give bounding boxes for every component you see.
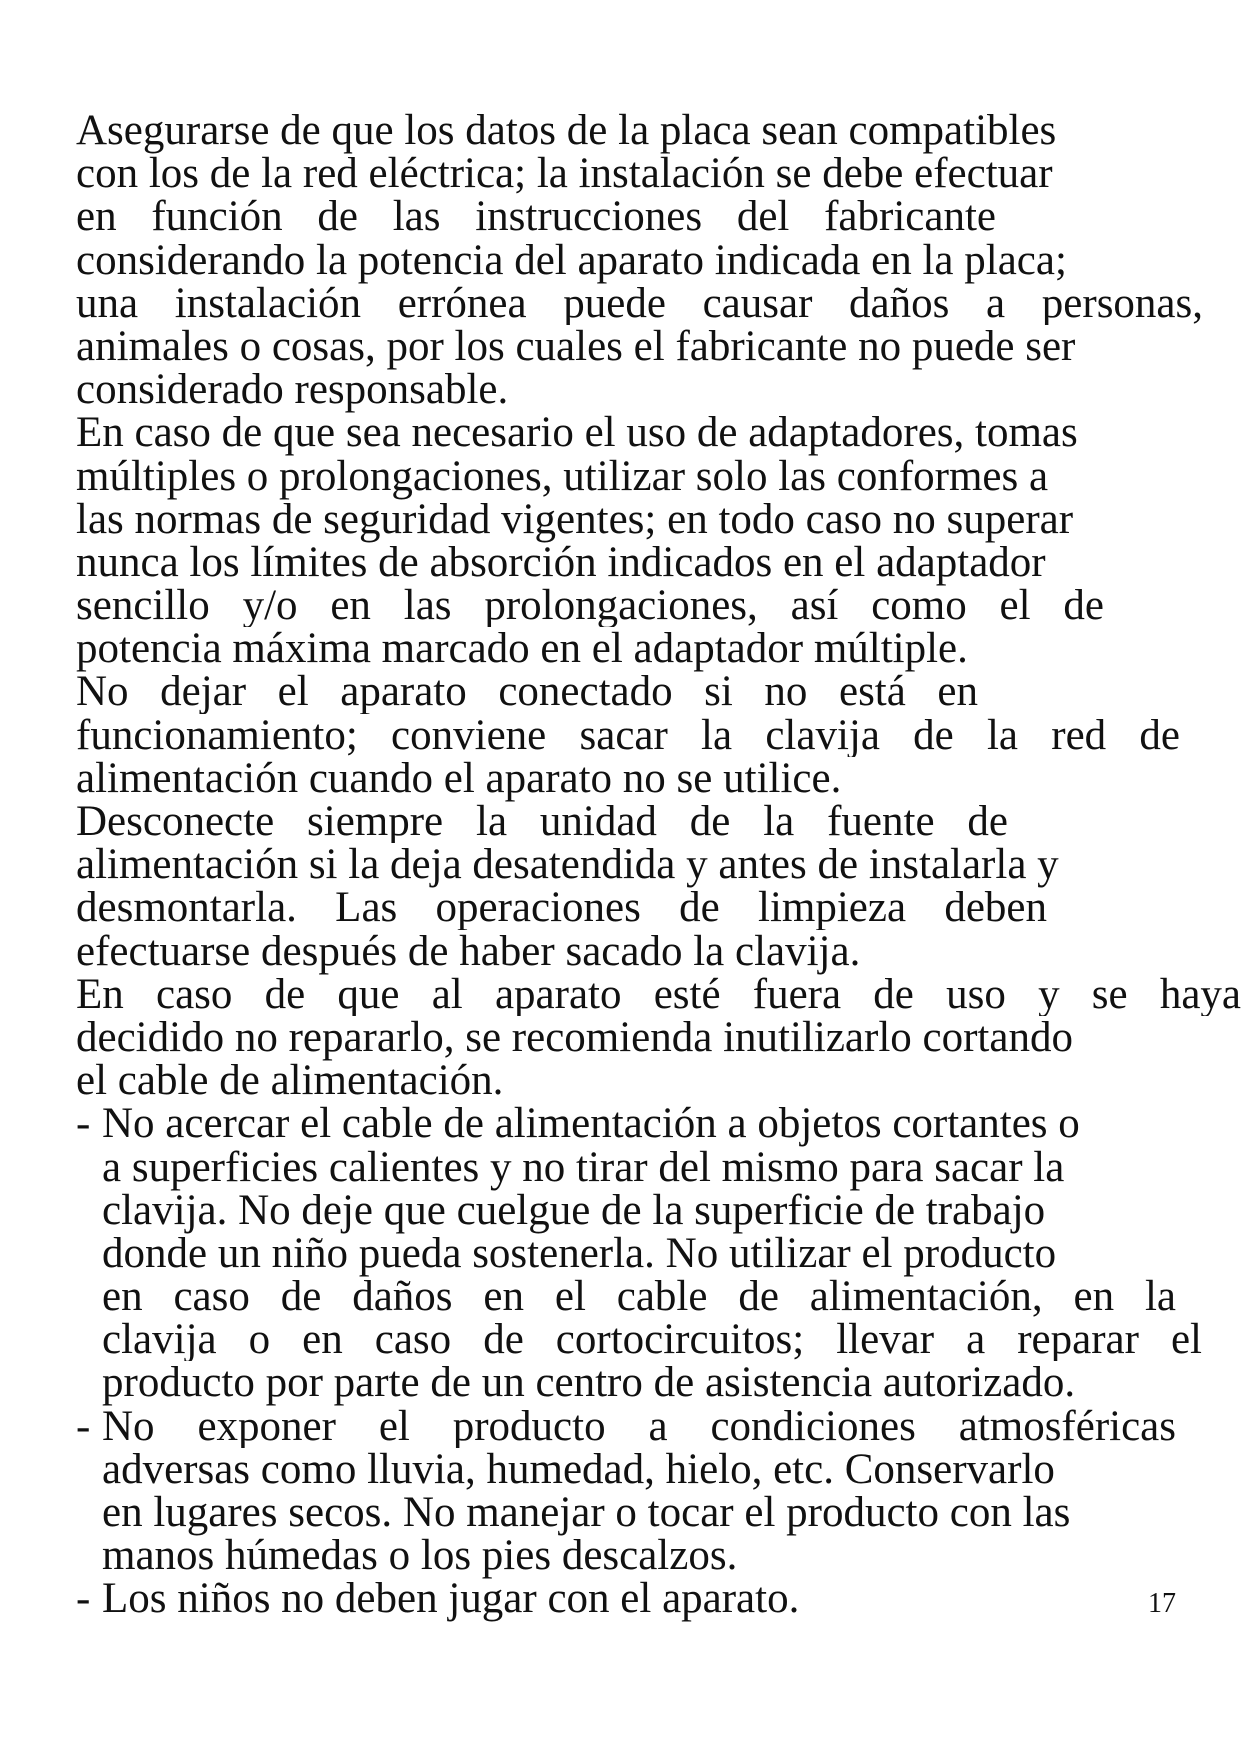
text-line: desmontarla. Las operaciones de limpieza deben — [76, 886, 1047, 930]
text-line: producto por parte de un centro de asistencia autorizado. — [102, 1359, 1076, 1407]
text-line: No exponer el producto a condiciones atmosféricas — [102, 1404, 1176, 1448]
text-line: una instalación errónea puede causar daños a personas, — [76, 281, 1203, 325]
bullet-marker: - — [76, 1402, 91, 1450]
page-number: 17 — [1148, 1588, 1176, 1619]
text-line: efectuarse después de haber sacado la clavija. — [76, 927, 861, 975]
text-line: múltiples o prolongaciones, utilizar solo las conformes a — [76, 452, 1049, 500]
text-line: clavija o en caso de cortocircuitos; llevar a reparar el — [102, 1318, 1202, 1362]
text-line: No dejar el aparato conectado si no está en — [76, 670, 978, 714]
bullet-marker: - — [76, 1100, 91, 1148]
text-line: donde un niño pueda sostenerla. No utilizar el producto — [102, 1229, 1057, 1277]
text-line: potencia máxima marcado en el adaptador múltiple. — [76, 625, 968, 673]
text-line: considerando la potencia del aparato indicada en la placa; — [76, 236, 1067, 284]
paragraph-adapters — [76, 409, 1206, 673]
text-line: en lugares secos. No manejar o tocar el producto con las — [102, 1489, 1071, 1536]
text-line: Los niños no deben jugar con el aparato. — [102, 1575, 800, 1623]
body-text — [76, 107, 1241, 1623]
bullet-cable-safety — [76, 1100, 1206, 1407]
text-line: Asegurarse de que los datos de la placa sean compatibles — [76, 107, 1057, 154]
text-line: funcionamiento; conviene sacar la clavija de la red de — [76, 713, 1180, 757]
text-line: clavija. No deje que cuelgue de la superficie de trabajo — [102, 1186, 1046, 1234]
text-line: adversas como lluvia, humedad, hielo, etc. Conservarlo — [102, 1445, 1055, 1493]
text-line: En caso de que sea necesario el uso de adaptadores, tomas — [76, 409, 1078, 457]
text-line: en función de las instrucciones del fabricante — [76, 195, 996, 239]
paragraph-plate-compatibility — [76, 107, 1206, 414]
text-line: las normas de seguridad vigentes; en todo caso no superar — [76, 495, 1074, 543]
text-line: manos húmedas o los pies descalzos. — [102, 1532, 738, 1580]
text-line: el cable de alimentación. — [76, 1057, 504, 1105]
text-line: en caso de daños en el cable de alimentación, en la — [102, 1275, 1176, 1319]
text-line: sencillo y/o en las prolongaciones, así como el de — [76, 584, 1104, 628]
text-line: decidido no repararlo, se recomienda inutilizarlo cortando — [76, 1013, 1073, 1061]
text-line: En caso de que al aparato esté fuera de uso y se haya — [76, 972, 1241, 1016]
text-line: animales o cosas, por los cuales el fabricante no puede ser — [76, 322, 1076, 370]
text-line: nunca los límites de absorción indicados en el adaptador — [76, 538, 1046, 586]
text-line: Desconecte siempre la unidad de la fuente de — [76, 800, 1008, 844]
bullet-marker: - — [76, 1575, 91, 1623]
bullet-children — [76, 1575, 1206, 1623]
paragraph-disconnect-unused — [76, 670, 1206, 800]
text-line: a superficies calientes y no tirar del mismo para sacar la — [102, 1143, 1065, 1191]
text-line: con los de la red eléctrica; la instalación se debe efectuar — [76, 150, 1053, 198]
text-line: alimentación si la deja desatendida y antes de instalarla y — [76, 841, 1059, 889]
text-line: considerado responsable. — [76, 366, 509, 414]
text-line: alimentación cuando el aparato no se utilice. — [76, 754, 842, 802]
paragraph-disposal — [76, 972, 1241, 1105]
bullet-weather-exposure — [76, 1402, 1206, 1580]
text-line: No acercar el cable de alimentación a objetos cortantes o — [102, 1100, 1080, 1148]
paragraph-disconnect-power — [76, 800, 1206, 973]
